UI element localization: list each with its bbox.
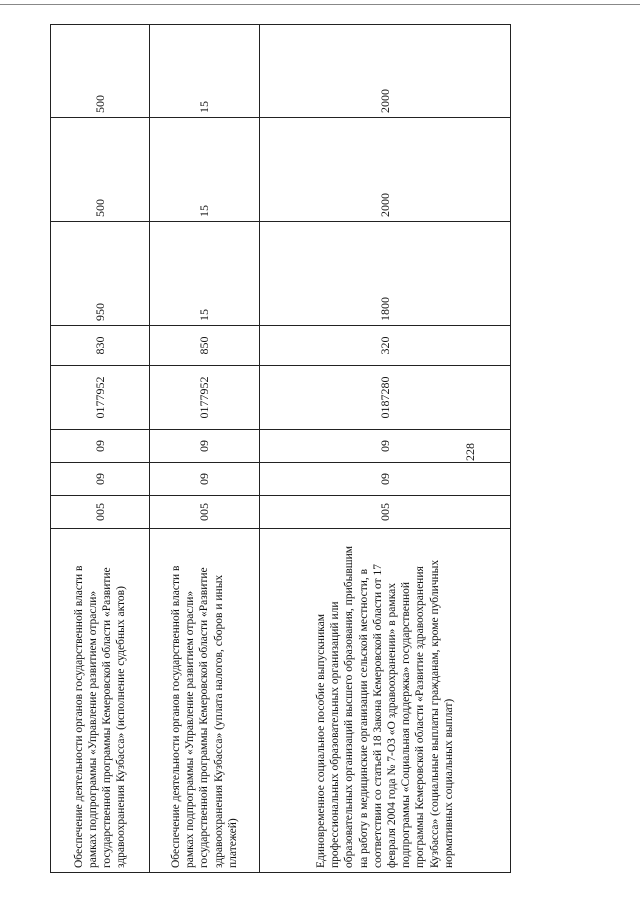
ministry-code: 005 bbox=[150, 496, 260, 529]
amount-year-1: 15 bbox=[150, 222, 260, 326]
expense-type-code: 850 bbox=[150, 326, 260, 366]
section-code: 09 bbox=[51, 463, 150, 496]
ministry-code: 005 bbox=[51, 496, 150, 529]
amount-year-2: 15 bbox=[150, 118, 260, 222]
table-row bbox=[51, 25, 150, 873]
section-code: 09 bbox=[150, 463, 260, 496]
ministry-code: 005 bbox=[260, 496, 511, 529]
amount-year-2: 500 bbox=[51, 118, 150, 222]
row-description: Обеспечение деятельности органов государственной власти в рамках подпрограммы «Управление развитием отрасли» государственной программы Кемеровской области «Развитие здравоохранения Кузбасса» (исполнение судебных актов) bbox=[51, 529, 150, 873]
row-description: Единовременное социальное пособие выпускникам профессиональных образовательных организаций или образовательных организаций высшего образования, прибывшим на работу в медицинские организации сельской местности, в соответствии со статьей 18 Закона Кемеровской области от 17 февраля 2004 года № 7-ОЗ «О здравоохранении» в рамках подпрограммы «Социальная поддержка» государственной программы Кемеровской области «Развитие здравоохранения Кузбасса» (социальные выплаты гражданам, кроме публичных нормативных социальных выплат) bbox=[260, 529, 511, 873]
budget-table bbox=[50, 24, 511, 873]
subsection-code: 09 bbox=[150, 430, 260, 463]
amount-year-1: 1800 bbox=[260, 222, 511, 326]
amount-year-3: 2000 bbox=[260, 25, 511, 118]
expense-type-code: 830 bbox=[51, 326, 150, 366]
expense-type-code: 320 bbox=[260, 326, 511, 366]
target-article-code: 0177952 bbox=[51, 366, 150, 430]
table-row bbox=[150, 25, 260, 873]
budget-table-wrapper bbox=[50, 25, 510, 873]
amount-year-2: 2000 bbox=[260, 118, 511, 222]
target-article-code: 0187280 bbox=[260, 366, 511, 430]
row-description: Обеспечение деятельности органов государственной власти в рамках подпрограммы «Управление развитием отрасли» государственной программы Кемеровской области «Развитие здравоохранения Кузбасса» (уплата налогов, сборов и иных платежей) bbox=[150, 529, 260, 873]
amount-year-3: 500 bbox=[51, 25, 150, 118]
subsection-code: 09 bbox=[260, 430, 511, 463]
table-row bbox=[260, 25, 511, 873]
subsection-code: 09 bbox=[51, 430, 150, 463]
page-number: 228 bbox=[463, 443, 477, 461]
top-border-line bbox=[0, 4, 640, 5]
target-article-code: 0177952 bbox=[150, 366, 260, 430]
amount-year-1: 950 bbox=[51, 222, 150, 326]
section-code: 09 bbox=[260, 463, 511, 496]
amount-year-3: 15 bbox=[150, 25, 260, 118]
